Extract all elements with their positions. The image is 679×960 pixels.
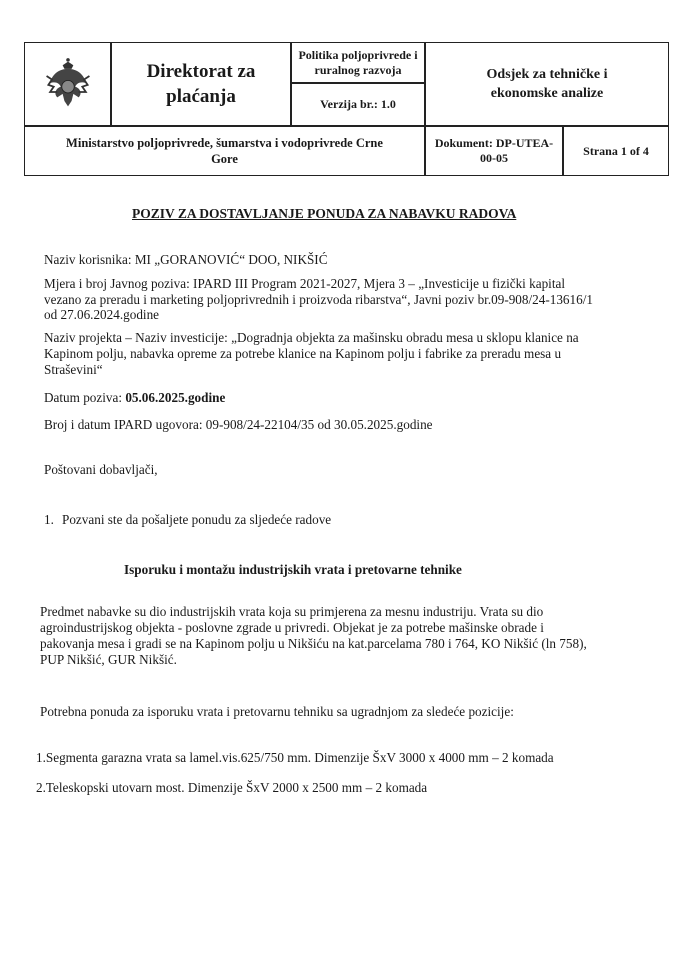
- policy-line2: ruralnog razvoja: [314, 62, 402, 77]
- description-line2: agroindustrijskog objekta - poslovne zgrade u privredi. Objekat je za potrebe mašinske obrade i: [40, 620, 544, 635]
- document-header-table: [24, 42, 669, 176]
- version-cell: [291, 83, 425, 126]
- item-number: 1.: [44, 512, 54, 527]
- version-label: Verzija br.: 1.0: [320, 97, 396, 111]
- project-line1: Naziv projekta – Naziv investicije: „Dogradnja objekta za mašinsku obradu mesa u sklopu klanice na: [44, 330, 579, 345]
- department-line2: ekonomske analize: [490, 86, 604, 101]
- ministry-line1: Ministarstvo poljoprivrede, šumarstva i vodoprivrede Crne: [66, 136, 383, 150]
- measure-line2: vezano za preradu i marketing poljoprivrednih i proizvoda ribarstva“, Javni poziv br.09-908/24-13616/1: [44, 292, 593, 307]
- invitation-date-value: 05.06.2025.godine: [125, 390, 226, 405]
- position-1: 1.Segmenta garazna vrata sa lamel.vis.625/750 mm. Dimenzije ŠxV 3000 x 4000 mm – 2 komada: [36, 750, 554, 765]
- invitation-date: [44, 390, 225, 406]
- measure-line1: Mjera i broj Javnog poziva: IPARD III Program 2021-2027, Mjera 3 – „Investicije u fizički kapital: [44, 276, 566, 291]
- description-line4: PUP Nikšić, GUR Nikšić.: [40, 652, 177, 667]
- page-number: Strana 1 of 4: [583, 143, 649, 158]
- document-id-cell: [425, 126, 563, 175]
- org-name-cell: [111, 43, 291, 126]
- document-id-line2: 00-05: [480, 151, 508, 165]
- ministry-cell: [25, 126, 425, 175]
- item-text: Pozvani ste da pošaljete ponudu za sljedeće radove: [62, 512, 332, 527]
- ipard-contract: Broj i datum IPARD ugovora: 09-908/24-22104/35 od 30.05.2025.godine: [44, 417, 433, 432]
- policy-line1: Politika poljoprivrede i: [298, 47, 418, 62]
- invitation-date-label: Datum poziva:: [44, 390, 126, 405]
- document-title: POZIV ZA DOSTAVLJANJE PONUDA ZA NABAVKU RADOVA: [132, 206, 517, 221]
- ministry-line2: Gore: [211, 152, 238, 166]
- coat-of-arms-icon: [43, 56, 93, 112]
- department-line1: Odsjek za tehničke i: [486, 67, 608, 82]
- position-2: 2.Teleskopski utovarn most. Dimenzije ŠxV 2000 x 2500 mm – 2 komada: [36, 780, 428, 795]
- measure-line3: od 27.06.2024.godine: [44, 307, 160, 322]
- org-name-line1: Direktorat za: [146, 61, 256, 82]
- greeting: Poštovani dobavljači,: [44, 462, 158, 477]
- page-number-cell: [563, 126, 668, 175]
- required-offer: Potrebna ponuda za isporuku vrata i pretovarnu tehniku sa ugradnjom za sledeće pozicije:: [40, 704, 514, 719]
- policy-cell: [291, 43, 425, 83]
- project-line3: Straševini“: [44, 362, 103, 377]
- document-id-line1: Dokument: DP-UTEA-: [434, 136, 554, 150]
- works-subtitle: Isporuku i montažu industrijskih vrata i pretovarne tehnike: [124, 562, 462, 577]
- user-name: Naziv korisnika: MI „GORANOVIĆ“ DOO, NIKŠIĆ: [44, 252, 328, 267]
- description-line3: pakovanja mesa i gradi se na Kapinom polju u Nikšiću na kat.parcelama 780 i 764, KO Nikšić (ln 758),: [40, 636, 587, 651]
- emblem-cell: [25, 43, 111, 126]
- department-cell: [425, 43, 668, 126]
- project-line2: Kapinom polju, nabavka opreme za potrebe klanice na Kapinom polju i fabrike za preradu mesa u: [44, 346, 562, 361]
- description-line1: Predmet nabavke su dio industrijskih vrata koja su primjerena za mesnu industriju. Vrata su dio: [40, 604, 544, 619]
- org-name-line2: plaćanja: [166, 86, 236, 107]
